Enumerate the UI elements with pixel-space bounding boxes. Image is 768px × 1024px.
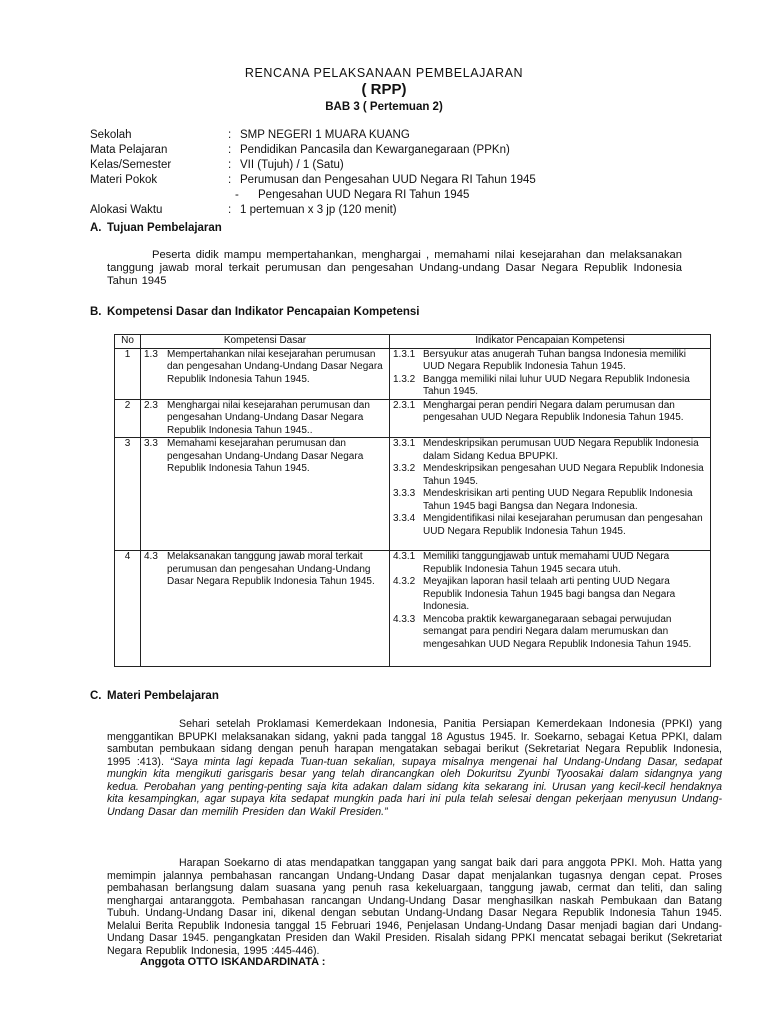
- identity-row: [90, 128, 536, 143]
- section-heading-c: [90, 690, 219, 702]
- section-heading-a: [90, 222, 222, 234]
- indicator-cell: [390, 348, 711, 399]
- indicator-text: Mendeskripsikan pengesahan UUD Negara Republik Indonesia Tahun 1945.: [423, 463, 704, 487]
- materi-paragraph-1: [107, 718, 722, 818]
- materi-text: Harapan Soekarno di atas mendapatkan tanggapan yang sangat baik dari para anggota PPKI. Moh. Hatta yang memimpin jalannya pembahasan rancangan Undang-Undang Dasar dapat menjalankan tugasnya dengan cepat. Proses pembahasan berlangsung dalam suasana yang penuh rasa kekeluargaan, tanggung jawab, cermat dan teliti, dan saling menghargai antaranggota. Pembahasan rancangan Undang-Undang Dasar menghasilkan naskah Pembukaan dan Batang Tubuh. Undang-Undang Dasar ini, dikenal dengan sebutan Undang-Undang Dasar Negara Republik Indonesia Tahun 1945. Melalui Berita Republik Indonesia tanggal 15 Februari 1946, Penjelasan Undang-Undang Dasar menjadi bagian dari Undang-Undang Dasar 1945. pengangkatan Presiden dan Wakil Presiden. Risalah sidang PPKI mencatat sebagai berikut (Sekretariat Negara Republik Indonesia, 1995 :445-446).: [107, 857, 722, 957]
- kd-cell: [141, 438, 390, 551]
- indicator-item: [393, 488, 707, 513]
- kd-item: [144, 349, 386, 387]
- indicator-code: 3.3.4: [393, 513, 416, 524]
- indicator-text: Bangga memiliki nilai luhur UUD Negara Republik Indonesia Tahun 1945.: [423, 373, 690, 397]
- indicator-text: Bersyukur atas anugerah Tuhan bangsa Indonesia memiliki UUD Negara Republik Indonesia Tahun 1945.: [423, 348, 686, 372]
- kd-code: 3.3: [144, 438, 158, 449]
- table-row: [115, 399, 711, 438]
- materi-text: Sehari setelah Proklamasi Kemerdekaan Indonesia, Panitia Persiapan Kemerdekaan Indonesia (PPKI) yang menggantikan BPUPKI melaksanakan sidang, yakni pada tanggal 18 Agustus 1945. Ir. Soekarno, sebagai Ketua PPKI, dalam sambutan pembukaan sidang dengan penuh harapan mengatakan sebagai berikut (Sekretariat Negara Republik Indonesia, 1995 :413).: [107, 718, 722, 768]
- indicator-code: 4.3.3: [393, 613, 416, 625]
- indicator-code: 3.3.1: [393, 438, 416, 449]
- indicator-item: [393, 349, 707, 374]
- table-row: [115, 348, 711, 399]
- document-subtitle: ( RPP): [361, 81, 407, 98]
- identity-colon: :: [228, 129, 232, 141]
- table-row: [115, 551, 711, 667]
- kd-item: [144, 400, 386, 438]
- indicator-code: 1.3.1: [393, 348, 416, 360]
- kd-code: 2.3: [144, 399, 158, 411]
- competency-table: [114, 334, 711, 667]
- soekarno-quote: “Saya minta lagi kepada Tuan-tuan sekalian, supaya misalnya mengenai hal Undang-Undang Dasar, sedapat mungkin kita mengikuti garisgaris besar yang telah dirancangkan oleh Dokuritsu Zyunbi Tyoosakai dalam sidangnya yang kedua. Perobahan yang penting-penting saja kita adakan dalam sidang kita sekarang ini. Urusan yang kecil-kecil hendaknya kita kesampingkan, agar supaya kita sedapat mungkin pada hari ini pula telah selesai dengan pekerjaan menyusun Undang-Undang Dasar dan memilih Presiden dan Wakil Presiden.”: [107, 755, 723, 818]
- identity-dash: -: [235, 189, 239, 201]
- materi-paragraph-2: [107, 857, 722, 957]
- kd-text: Melaksanakan tanggung jawab moral terkait perumusan dan pengesahan Undang-Undang Dasar Negara Republik Indonesia Tahun 1945.: [167, 551, 375, 587]
- indicator-text: Menghargai peran pendiri Negara dalam perumusan dan pengesahan UUD Negara Republik Indonesia Tahun 1945.: [423, 399, 684, 423]
- kd-code: 1.3: [144, 348, 158, 360]
- chapter-label: BAB 3 ( Pertemuan 2): [325, 101, 443, 113]
- kd-text: Menghargai nilai kesejarahan perumusan dan pengesahan Undang-Undang Dasar Negara Republik Indonesia Tahun 1945..: [167, 399, 370, 436]
- identity-row: [90, 158, 536, 173]
- identity-value: VII (Tujuh) / 1 (Satu): [240, 159, 344, 171]
- row-number: 3: [115, 438, 141, 551]
- indicator-item: [393, 463, 707, 488]
- kd-item: [144, 551, 386, 589]
- indicator-code: 3.3.3: [393, 488, 416, 499]
- section-title: Kompetensi Dasar dan Indikator Pencapaian Kompetensi: [107, 306, 420, 318]
- identity-subrow: [90, 188, 536, 203]
- identity-label: Sekolah: [90, 129, 132, 141]
- indicator-cell: [390, 399, 711, 438]
- document-title: RENCANA PELAKSANAAN PEMBELAJARAN: [244, 66, 524, 80]
- indicator-cell: [390, 551, 711, 667]
- identity-colon: :: [228, 144, 232, 156]
- indicator-item: [393, 576, 707, 614]
- identity-label: Mata Pelajaran: [90, 144, 168, 156]
- tujuan-text: Peserta didik mampu mempertahankan, menghargai , memahami nilai kesejarahan dan melaksanakan tanggung jawab moral terkait perumusan dan pengesahan Undang-undang Dasar Negara Republik Indonesia Tahun 1945: [107, 249, 682, 287]
- identity-value: Pengesahan UUD Negara RI Tahun 1945: [258, 189, 470, 201]
- table-header-row: [115, 335, 711, 349]
- section-letter: B.: [90, 306, 102, 318]
- indicator-text: Mengidentifikasi nilai kesejarahan perumusan dan pengesahan UUD Negara Republik Indonesia Tahun 1945.: [423, 513, 703, 537]
- identity-value: 1 pertemuan x 3 jp (120 menit): [240, 204, 397, 216]
- section-letter: A.: [90, 222, 102, 234]
- identity-value: Pendidikan Pancasila dan Kewarganegaraan (PPKn): [240, 144, 510, 156]
- indicator-text: Memiliki tanggungjawab untuk memahami UUD Negara Republik Indonesia Tahun 1945 secara utuh.: [423, 551, 670, 575]
- table-row: [115, 438, 711, 551]
- kd-cell: [141, 348, 390, 399]
- indicator-item: [393, 374, 707, 399]
- identity-colon: :: [228, 159, 232, 171]
- indicator-code: 1.3.2: [393, 373, 416, 385]
- indicator-item: [393, 551, 707, 576]
- section-title: Materi Pembelajaran: [107, 690, 219, 702]
- indicator-text: Mendeskrisikan arti penting UUD Negara Republik Indonesia Tahun 1945 bagi Bangsa dan Negara Indonesia.: [423, 488, 693, 512]
- kd-cell: [141, 399, 390, 438]
- section-letter: C.: [90, 690, 102, 702]
- indicator-text: Meyajikan laporan hasil telaah arti penting UUD Negara Republik Indonesia Tahun 1945 bagi bangsa dan Negara Indonesia.: [423, 576, 676, 612]
- identity-row: [90, 173, 536, 188]
- indicator-code: 4.3.2: [393, 576, 416, 587]
- table-header-kd: Kompetensi Dasar: [141, 335, 390, 349]
- indicator-item: [393, 400, 707, 425]
- identity-block: [90, 128, 536, 218]
- kd-cell: [141, 551, 390, 667]
- indicator-item: [393, 614, 707, 652]
- identity-value: Perumusan dan Pengesahan UUD Negara RI Tahun 1945: [240, 174, 536, 186]
- indicator-cell: [390, 438, 711, 551]
- anggota-heading: Anggota OTTO ISKANDARDINATA :: [140, 956, 326, 968]
- identity-label: Materi Pokok: [90, 174, 158, 186]
- indicator-item: [393, 438, 707, 463]
- row-number: 1: [115, 348, 141, 399]
- identity-colon: :: [228, 204, 232, 216]
- identity-value: SMP NEGERI 1 MUARA KUANG: [240, 129, 410, 141]
- identity-row: [90, 143, 536, 158]
- section-title: Tujuan Pembelajaran: [107, 222, 222, 234]
- indicator-text: Mencoba praktik kewarganegaraan sebagai perwujudan semangat para pendiri Negara dalam merumuskan dan mengesahkan UUD Negara Republik Indonesia Tahun 1945.: [423, 613, 692, 650]
- kd-item: [144, 438, 386, 476]
- identity-colon: :: [228, 174, 232, 186]
- section-heading-b: [90, 306, 420, 318]
- table-header-no: No: [115, 335, 141, 349]
- indicator-code: 2.3.1: [393, 399, 416, 411]
- kd-code: 4.3: [144, 551, 158, 562]
- indicator-code: 4.3.1: [393, 551, 416, 562]
- identity-label: Alokasi Waktu: [90, 204, 163, 216]
- identity-label: Kelas/Semester: [90, 159, 172, 171]
- tujuan-paragraph: [107, 249, 682, 288]
- identity-row: [90, 203, 536, 218]
- indicator-code: 3.3.2: [393, 463, 416, 474]
- kd-text: Memahami kesejarahan perumusan dan pengesahan Undang-Undang Dasar Negara Republik Indonesia Tahun 1945.: [167, 438, 364, 474]
- table-header-indicator: Indikator Pencapaian Kompetensi: [390, 335, 711, 349]
- kd-text: Mempertahankan nilai kesejarahan perumusan dan pengesahan Undang-Undang Dasar Negara Republik Indonesia Tahun 1945.: [167, 348, 383, 385]
- row-number: 2: [115, 399, 141, 438]
- indicator-text: Mendeskripsikan perumusan UUD Negara Republik Indonesia dalam Sidang Kedua BPUPKI.: [423, 438, 699, 462]
- row-number: 4: [115, 551, 141, 667]
- indicator-item: [393, 513, 707, 538]
